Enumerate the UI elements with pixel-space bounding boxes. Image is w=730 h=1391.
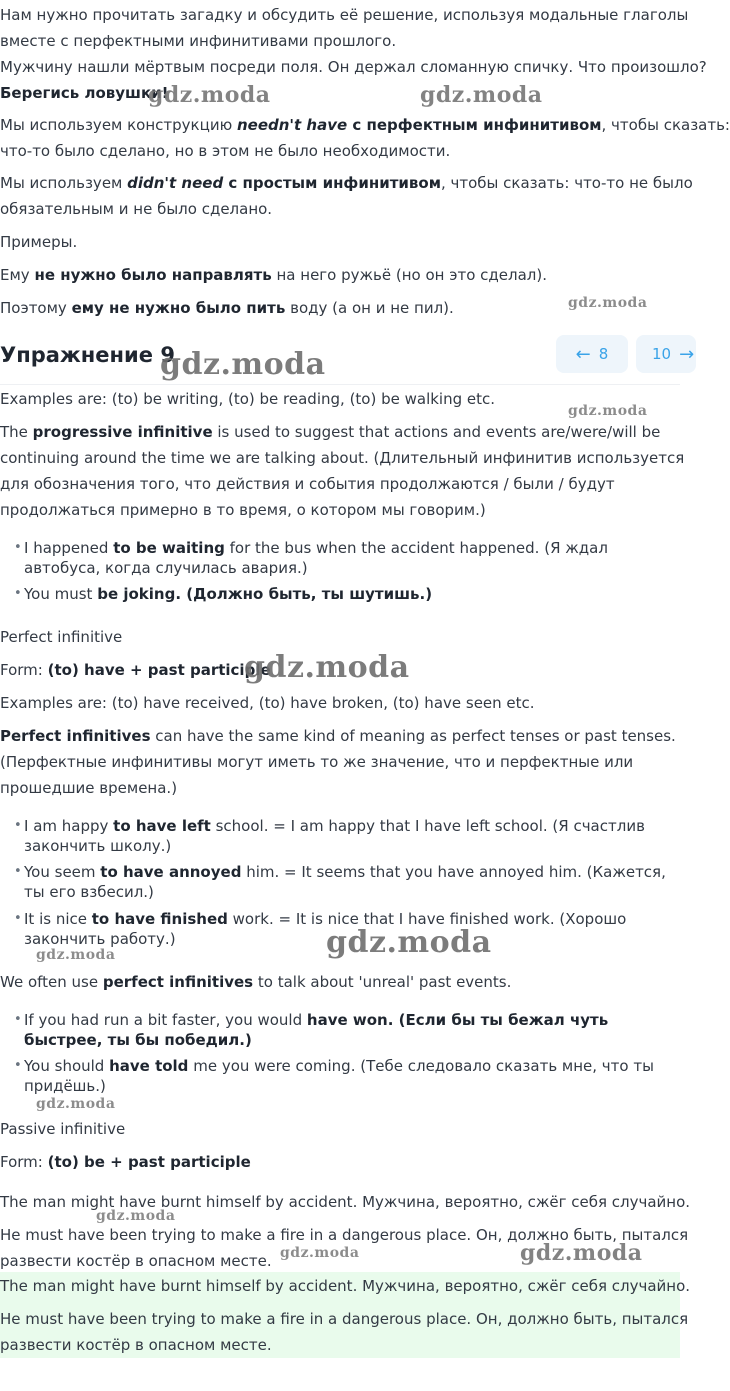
text: , чтобы сказать: [601,116,730,134]
paragraph-line: (Перфектные инфинитивы могут иметь то же значение, что и перфектные или [0,753,634,771]
paragraph-line: прошедшие времена.) [0,779,178,797]
text: school. = I am happy that I have left school. (Я счастлив закончить школу.) [24,817,645,855]
section-heading: Passive infinitive [0,1120,126,1138]
watermark: gdz.moda [36,947,116,963]
watermark: gdz.moda [568,295,648,311]
bullet-icon: • [14,911,22,926]
text: The [0,423,33,441]
text-bold: ему не нужно было пить [71,299,286,317]
list-item [24,1010,674,1050]
text-bold: с перфектным инфинитивом [347,116,602,134]
text: work. = It is nice that I have finished work. (Хорошо закончить работу.) [24,910,627,948]
list-item [24,584,674,604]
text: I happened [24,539,114,557]
text: You should [24,1057,110,1075]
text: to talk about 'unreal' past events. [253,973,512,991]
text-bold: have told [109,1057,189,1075]
text: You seem [24,863,101,881]
intro-line [0,170,693,196]
intro-line-bold: Берегись ловушки! [0,84,169,102]
text: for the bus when the accident happened. (Я ждал автобуса, когда случилась авария.) [24,539,608,577]
paragraph-line [0,723,676,749]
text-bold: to be waiting [113,539,225,557]
section-heading: Perfect infinitive [0,628,123,646]
watermark: gdz.moda [96,1208,176,1224]
next-exercise-label: 10 [652,345,672,363]
text: воду (а он и не пил). [285,299,454,317]
intro-line [0,112,730,138]
prev-exercise-button[interactable] [556,335,628,373]
list-item [24,862,674,902]
intro-line [0,262,547,288]
examples-line: Examples are: (to) have received, (to) have broken, (to) have seen etc. [0,694,535,712]
paragraph-line: продолжаться примерно в то время, о котором мы говорим.) [0,501,486,519]
text: We often use [0,973,103,991]
bullet-icon: • [14,1012,22,1027]
list-item [24,1056,674,1096]
watermark: gdz.moda [568,403,648,419]
bullet-icon: • [14,818,22,833]
next-exercise-button[interactable] [636,335,696,373]
intro-line [0,295,454,321]
watermark: gdz.moda [36,1096,116,1112]
form-line [0,1149,251,1175]
text-bold: to have finished [91,910,228,928]
text: I am happy [24,817,114,835]
text-bold: не нужно было направлять [34,266,272,284]
highlighted-answer-line: He must have been trying to make a fire in a dangerous place. Он, должно быть, пытался [0,1310,689,1328]
highlighted-answer-line: The man might have burnt himself by accident. Мужчина, вероятно, сжёг себя случайно. [0,1277,691,1295]
bullet-icon: • [14,1058,22,1073]
exercise-title: Упражнение 9 [0,343,175,367]
text: me you were coming. (Тебе следовало сказать мне, что ты придёшь.) [24,1057,654,1095]
text-bold: (to) have + past participle [47,661,271,679]
answer-line: He must have been trying to make a fire in a dangerous place. Он, должно быть, пытался [0,1226,689,1244]
watermark: gdz.moda [420,82,543,108]
watermark: gdz.moda [326,925,492,960]
text: Мы используем [0,174,128,192]
text-bold: to have annoyed [100,863,242,881]
form-line [0,657,271,683]
paragraph-line: для обозначения того, что действия и события продолжаются / были / будут [0,475,615,493]
text-emph: didn't need [127,174,224,192]
examples-line: Examples are: (to) be writing, (to) be reading, (to) be walking etc. [0,390,496,408]
watermark: gdz.moda [160,347,326,382]
text: Form: [0,1153,48,1171]
paragraph-line [0,969,511,995]
text: Form: [0,661,48,679]
paragraph-line [0,419,660,445]
watermark: gdz.moda [244,650,410,685]
answer-line: The man might have burnt himself by accident. Мужчина, вероятно, сжёг себя случайно. [0,1193,691,1211]
paragraph-line: continuing around the time we are talking about. (Длительный инфинитив используется [0,449,685,467]
text-bold: have won. (Если бы ты бежал чуть быстрее, ты бы победил.) [24,1011,609,1049]
text: Поэтому [0,299,72,317]
list-item [24,816,674,856]
intro-line: что-то было сделано, но в этом не было необходимости. [0,142,451,160]
watermark: gdz.moda [520,1240,643,1266]
bullet-icon: • [14,864,22,879]
text-bold: perfect infinitives [102,973,254,991]
bullet-icon: • [14,586,22,601]
text-bold: (to) be + past participle [47,1153,251,1171]
intro-line: Примеры. [0,233,78,251]
text: is used to suggest that actions and events are/were/will be [212,423,661,441]
intro-line: вместе с перфектными инфинитивами прошлого. [0,32,397,50]
text: , чтобы сказать: что-то не было [440,174,693,192]
text: Мы используем конструкцию [0,116,237,134]
watermark: gdz.moda [148,82,271,108]
text-bold: с простым инфинитивом [223,174,441,192]
text: If you had run a bit faster, you would [24,1011,307,1029]
text: на него ружьё (но он это сделал). [271,266,547,284]
text-bold: Perfect infinitives [0,727,151,745]
text-emph: needn't have [236,116,348,134]
text: You must [24,585,98,603]
text: him. = It seems that you have annoyed him. (Кажется, ты его взбесил.) [24,863,666,901]
prev-exercise-label: 8 [598,345,609,363]
watermark: gdz.moda [280,1245,360,1261]
divider [0,384,680,385]
intro-line: обязательным и не было сделано. [0,200,273,218]
intro-line: Мужчину нашли мёртвым посреди поля. Он держал сломанную спичку. Что произошло? [0,58,707,76]
text-bold: be joking. (Должно быть, ты шутишь.) [97,585,433,603]
text: Ему [0,266,35,284]
highlighted-answer-line: развести костёр в опасном месте. [0,1336,272,1354]
bullet-icon: • [14,540,22,555]
list-item [24,538,674,578]
text: It is nice [24,910,92,928]
answer-line: развести костёр в опасном месте. [0,1252,272,1270]
intro-line: Нам нужно прочитать загадку и обсудить её решение, используя модальные глаголы [0,6,689,24]
text: can have the same kind of meaning as perfect tenses or past tenses. [150,727,676,745]
arrow-right-icon: → [679,343,695,365]
text-bold: progressive infinitive [32,423,213,441]
text-bold: to have left [113,817,211,835]
arrow-left-icon: ← [575,343,591,365]
